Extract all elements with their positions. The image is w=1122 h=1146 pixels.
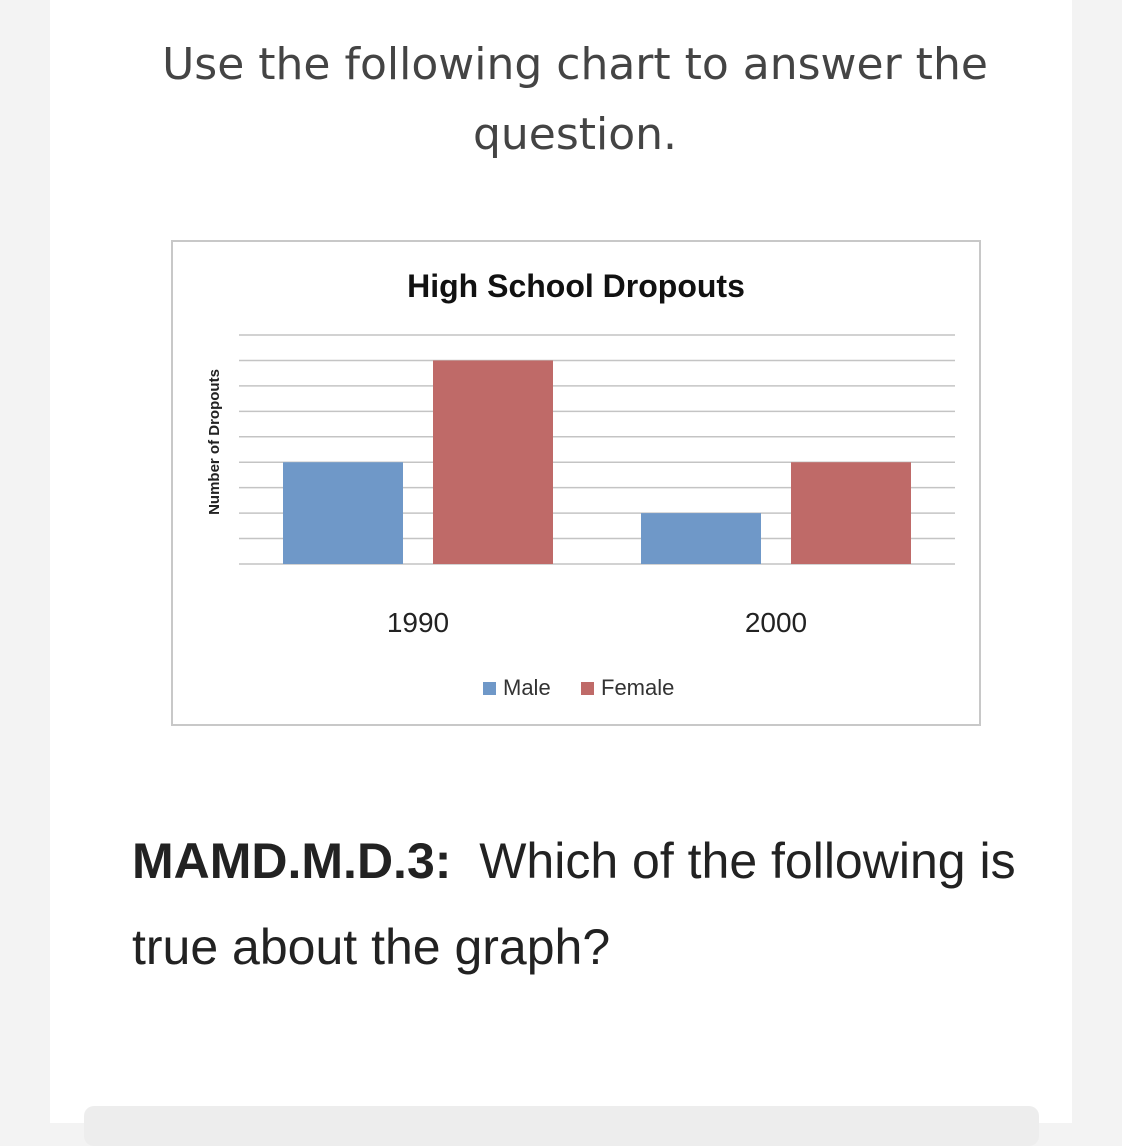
- bar-chart: [173, 242, 979, 724]
- question-text: [132, 818, 1032, 990]
- legend-swatch-female: [581, 682, 594, 695]
- x-tick-1990: 1990: [386, 607, 450, 638]
- legend-label-male: Male: [503, 675, 551, 700]
- x-tick-2000: 2000: [744, 607, 808, 638]
- intro-text: Use the following chart to answer the question.: [162, 39, 988, 160]
- chart-title: High School Dropouts: [407, 268, 745, 304]
- y-axis-label: Number of Dropouts: [206, 369, 223, 515]
- chart-frame: [171, 240, 981, 726]
- question-body: Which of the following is true about the graph?: [132, 833, 1016, 975]
- legend: [483, 675, 674, 700]
- answer-area[interactable]: [84, 1106, 1039, 1146]
- legend-swatch-male: [483, 682, 496, 695]
- question-card: [50, 0, 1072, 1123]
- bar-male-1990: [283, 462, 403, 564]
- bar-male-2000: [641, 513, 761, 564]
- x-tick-labels: [387, 607, 807, 638]
- bar-female-2000: [791, 462, 911, 564]
- legend-label-female: Female: [601, 675, 675, 700]
- bar-female-1990: [433, 360, 553, 564]
- standard-code: MAMD.M.D.3:: [132, 833, 452, 889]
